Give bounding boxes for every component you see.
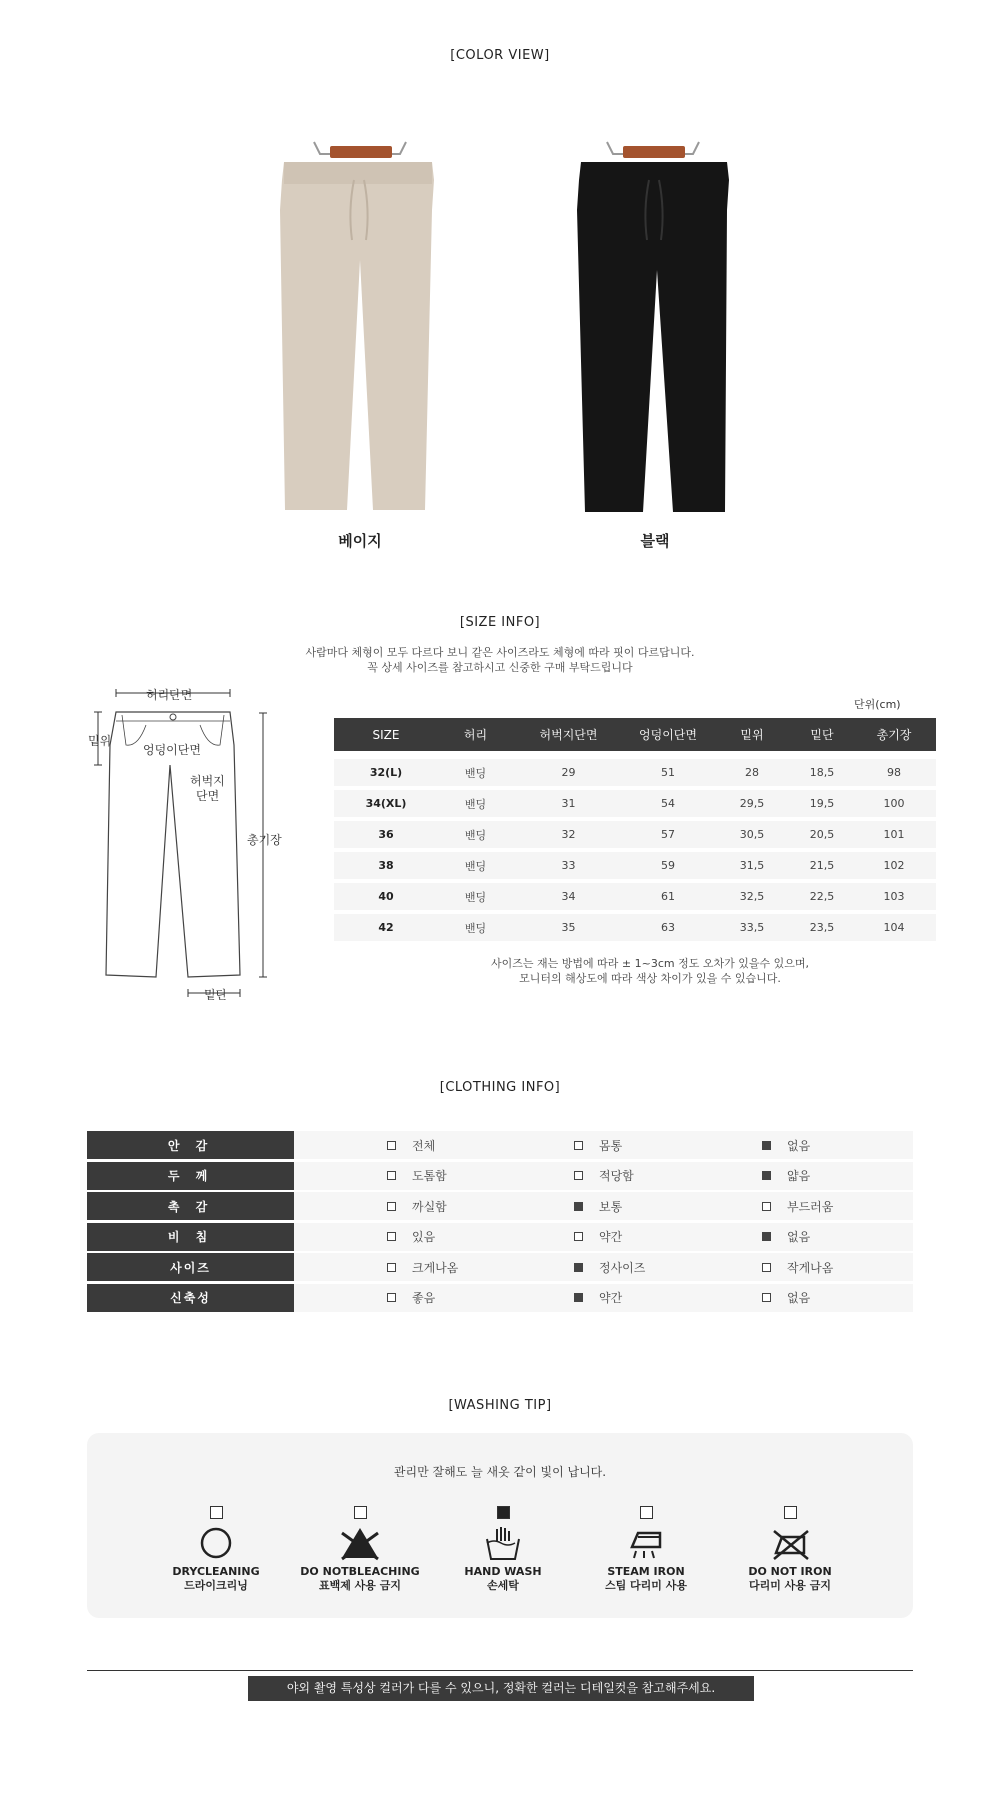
black-pants-image	[565, 140, 745, 540]
clothing-row	[87, 1223, 913, 1251]
checkbox-icon	[574, 1232, 583, 1241]
header-rise: 밑위	[740, 728, 764, 742]
footer-note: 야외 촬영 특성상 컬러가 다를 수 있으니, 정확한 컬러는 디테일컷을 참고해주세요.	[248, 1676, 754, 1701]
black-pants-body	[577, 162, 729, 512]
header-hem: 밑단	[810, 728, 834, 742]
checkbox-icon	[574, 1141, 583, 1150]
beige-pants-body	[280, 162, 434, 510]
washing-tip-subtitle: 관리만 잘해도 늘 새옷 같이 빛이 납니다.	[393, 1465, 607, 1479]
checkbox-checked-icon	[574, 1202, 583, 1211]
cell-hem: 20,5	[809, 828, 835, 841]
cell-length: 100	[883, 797, 905, 810]
size-info-title: [SIZE INFO]	[459, 615, 541, 630]
cell-hip: 63	[661, 921, 675, 934]
cell-rise: 29,5	[739, 797, 765, 810]
cell-size: 36	[378, 828, 394, 841]
black-label: 블랙	[640, 532, 670, 550]
wash-item-en-label: DRYCLEANING	[172, 1565, 260, 1578]
clothing-row-label: 사이즈	[87, 1253, 294, 1281]
checkbox-icon	[210, 1506, 223, 1519]
option-label: 까실함	[412, 1199, 447, 1214]
wash-item-ko-label: 손세탁	[487, 1579, 519, 1592]
checkbox-checked-icon	[762, 1141, 771, 1150]
clothing-row-label: 두 께	[87, 1162, 294, 1190]
cell-thigh: 29	[561, 766, 576, 779]
checkbox-icon	[387, 1293, 396, 1302]
option-label: 보통	[599, 1199, 623, 1214]
option-label: 적당함	[599, 1169, 634, 1183]
checkbox-icon	[387, 1232, 396, 1241]
diagram-hip-label: 엉덩이단면	[143, 743, 201, 757]
option-item	[574, 1162, 634, 1190]
beige-pants-image	[270, 140, 450, 540]
option-label: 약간	[599, 1291, 623, 1305]
clothing-row-label: 안 감	[87, 1131, 294, 1159]
option-item	[387, 1192, 447, 1220]
size-note-line1: 사이즈는 재는 방법에 따라 ± 1~3cm 정도 오차가 있을수 있으며,	[491, 957, 809, 970]
option-label: 도톰함	[412, 1169, 447, 1183]
checkbox-icon	[762, 1263, 771, 1272]
option-item	[762, 1223, 810, 1251]
option-item	[387, 1284, 435, 1312]
no-bleach-icon	[338, 1525, 382, 1561]
diagram-thigh-label-1: 허벅지	[190, 774, 225, 788]
checkbox-checked-icon	[574, 1293, 583, 1302]
no-iron-icon	[768, 1525, 812, 1561]
cell-hem: 23,5	[809, 921, 835, 934]
checkbox-checked-icon	[762, 1232, 771, 1241]
checkbox-icon	[574, 1171, 583, 1180]
checkbox-icon	[762, 1202, 771, 1211]
wash-item-en-label: HAND WASH	[464, 1565, 542, 1578]
clothing-row	[87, 1253, 913, 1281]
option-label: 있음	[412, 1230, 436, 1244]
cell-size: 38	[378, 859, 394, 872]
diagram-rise-label: 밑위	[88, 734, 112, 748]
option-item	[574, 1284, 622, 1312]
cell-size: 42	[378, 921, 394, 934]
cell-thigh: 35	[561, 921, 576, 934]
wash-item-en-label: STEAM IRON	[607, 1565, 685, 1578]
option-item	[387, 1253, 458, 1281]
wash-item-no-iron	[720, 1506, 860, 1593]
option-item	[762, 1253, 833, 1281]
cell-length: 101	[883, 828, 905, 841]
option-item	[387, 1131, 435, 1159]
cell-length: 103	[883, 890, 905, 903]
checkbox-icon	[387, 1263, 396, 1272]
wash-item-ko-label: 스팀 다리미 사용	[604, 1579, 688, 1592]
wash-item-en-label: DO NOT IRON	[748, 1565, 832, 1578]
wash-item-ko-label: 표백제 사용 금지	[318, 1579, 402, 1592]
wash-item-ko-label: 다리미 사용 금지	[748, 1579, 832, 1592]
checkbox-checked-icon	[497, 1506, 510, 1519]
cell-hem: 22,5	[809, 890, 835, 903]
cell-length: 98	[887, 766, 901, 779]
cell-hem: 21,5	[809, 859, 835, 872]
option-item	[762, 1162, 810, 1190]
clothing-row	[87, 1131, 913, 1159]
washing-tip-title: [WASHING TIP]	[448, 1398, 552, 1413]
diagram-hem-label: 밑단	[204, 988, 228, 1002]
option-label: 몸통	[599, 1138, 623, 1153]
cell-hem: 18,5	[809, 766, 835, 779]
header-length: 총기장	[876, 728, 912, 742]
cell-waist: 밴딩	[464, 921, 487, 935]
cell-hip: 54	[661, 797, 675, 810]
checkbox-icon	[354, 1506, 367, 1519]
table-row	[334, 821, 936, 848]
clothing-row-label: 촉 감	[87, 1192, 294, 1220]
table-row	[334, 914, 936, 941]
clothing-row	[87, 1284, 913, 1312]
diagram-length-label: 총기장	[247, 833, 282, 847]
diagram-thigh-label-2: 단면	[196, 789, 220, 803]
unit-label: 단위(cm)	[854, 698, 901, 711]
clothing-row	[87, 1192, 913, 1220]
option-item	[574, 1223, 622, 1251]
cell-thigh: 33	[561, 859, 576, 872]
cell-rise: 31,5	[739, 859, 765, 872]
option-label: 정사이즈	[599, 1260, 646, 1275]
cell-size: 34(XL)	[365, 797, 407, 810]
table-row	[334, 759, 936, 786]
clothing-info-title: [CLOTHING INFO]	[439, 1080, 561, 1095]
cell-size: 32(L)	[369, 766, 403, 779]
table-row	[334, 790, 936, 817]
option-label: 크게나옴	[412, 1260, 459, 1275]
checkbox-icon	[387, 1141, 396, 1150]
cell-hip: 57	[661, 828, 675, 841]
cell-rise: 32,5	[739, 890, 765, 903]
option-item	[762, 1131, 810, 1159]
cell-thigh: 32	[561, 828, 576, 841]
size-desc-line1: 사람마다 체형이 모두 다르다 보니 같은 사이즈라도 체형에 따라 핏이 다르답니다.	[305, 646, 695, 659]
cell-hem: 19,5	[809, 797, 835, 810]
option-item	[574, 1192, 622, 1220]
option-label: 작게나옴	[787, 1260, 834, 1275]
diagram-waist-label: 허리단면	[146, 688, 193, 702]
cell-waist: 밴딩	[464, 766, 487, 780]
option-label: 없음	[787, 1138, 811, 1153]
cell-waist: 밴딩	[464, 797, 487, 811]
cell-length: 104	[883, 921, 905, 934]
color-view-title: [COLOR VIEW]	[450, 48, 550, 63]
cell-rise: 30,5	[739, 828, 765, 841]
option-label: 없음	[787, 1291, 811, 1305]
clothing-info-table	[87, 1131, 913, 1314]
header-waist: 허리	[463, 728, 488, 742]
checkbox-icon	[387, 1202, 396, 1211]
wash-item-en-label: DO NOTBLEACHING	[300, 1565, 420, 1578]
option-label: 약간	[599, 1230, 623, 1244]
checkbox-icon	[762, 1293, 771, 1302]
cell-rise: 28	[745, 766, 759, 779]
cell-waist: 밴딩	[464, 890, 487, 904]
checkbox-icon	[784, 1506, 797, 1519]
size-table-header	[334, 718, 936, 751]
size-desc-line2: 꼭 상세 사이즈를 참고하시고 신중한 구매 부탁드립니다	[367, 661, 633, 674]
cell-hip: 61	[661, 890, 675, 903]
option-label: 없음	[787, 1230, 811, 1244]
header-hip: 엉덩이단면	[639, 728, 697, 742]
cell-size: 40	[378, 890, 394, 903]
steam-iron-icon	[624, 1525, 668, 1561]
cell-thigh: 34	[561, 890, 576, 903]
washing-tip-panel	[87, 1433, 913, 1618]
cell-rise: 33,5	[739, 921, 765, 934]
clothing-row-label: 비 침	[87, 1223, 294, 1251]
checkbox-checked-icon	[574, 1263, 583, 1272]
option-item	[574, 1131, 622, 1159]
option-item	[762, 1192, 833, 1220]
checkbox-icon	[387, 1171, 396, 1180]
cell-hip: 51	[661, 766, 675, 779]
footer-divider	[87, 1670, 913, 1671]
cell-waist: 밴딩	[464, 859, 487, 873]
cell-hip: 59	[661, 859, 675, 872]
cell-thigh: 31	[561, 797, 576, 810]
header-thigh: 허벅지단면	[539, 728, 598, 742]
wash-item-ko-label: 드라이크리닝	[184, 1579, 248, 1592]
beige-label: 베이지	[338, 532, 382, 550]
option-label: 전체	[412, 1138, 436, 1153]
cell-waist: 밴딩	[464, 828, 487, 842]
header-size: SIZE	[372, 727, 400, 742]
option-item	[574, 1253, 645, 1281]
option-item	[387, 1223, 435, 1251]
option-label: 얇음	[787, 1169, 811, 1183]
option-item	[387, 1162, 447, 1190]
table-row	[334, 883, 936, 910]
size-note-line2: 모니터의 해상도에 따라 색상 차이가 있을 수 있습니다.	[519, 972, 781, 985]
wash-item-drycleaning	[146, 1506, 286, 1593]
clothing-row	[87, 1162, 913, 1190]
option-label: 좋음	[412, 1291, 436, 1305]
hand-wash-icon	[481, 1525, 525, 1561]
table-row	[334, 852, 936, 879]
option-item	[762, 1284, 810, 1312]
option-label: 부드러움	[787, 1199, 834, 1214]
cell-length: 102	[883, 859, 905, 872]
dry-cleaning-icon	[194, 1525, 238, 1561]
clothing-row-label: 신축성	[87, 1284, 294, 1312]
wash-item-no-bleach	[290, 1506, 430, 1593]
wash-item-steam-iron	[576, 1506, 716, 1593]
checkbox-checked-icon	[762, 1171, 771, 1180]
checkbox-icon	[640, 1506, 653, 1519]
wash-item-hand-wash	[433, 1506, 573, 1593]
size-table	[334, 718, 936, 941]
